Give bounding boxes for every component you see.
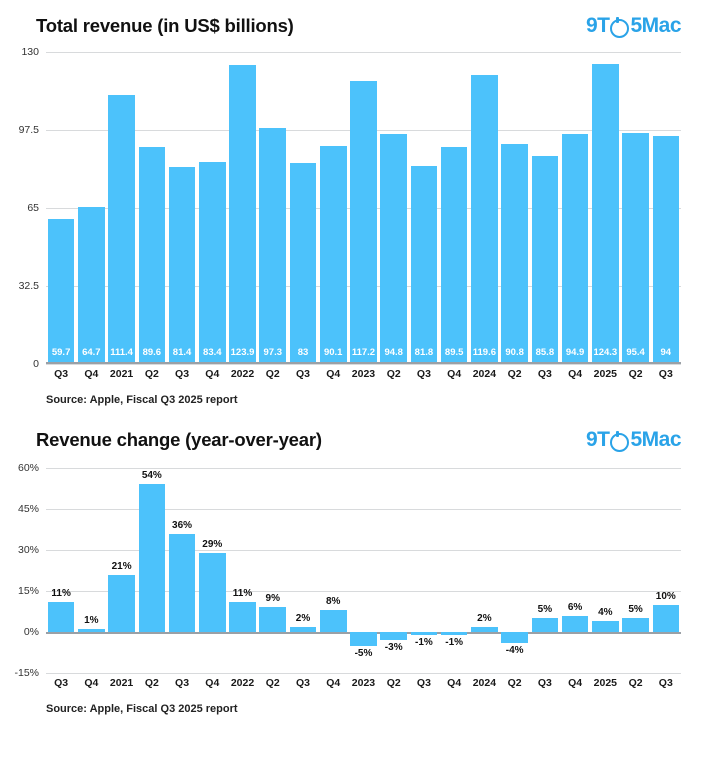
chart2-x-tick-label: Q3 <box>537 677 552 689</box>
chart2-bar-value: -5% <box>354 647 373 659</box>
chart2-bar <box>108 575 135 632</box>
chart1-y-tick-label: 0 <box>33 358 39 370</box>
chart2-bar-group <box>620 468 650 673</box>
chart1-gridline <box>33 358 681 370</box>
chart2-bar-value: -3% <box>384 642 403 654</box>
chart1-plot-area <box>18 46 681 370</box>
chart2-x-tick-label: Q4 <box>568 677 583 689</box>
chart2-bar-group <box>46 468 76 673</box>
chart1-bar-value: 83.4 <box>203 347 222 358</box>
chart1-bar-value: 95.4 <box>626 347 645 358</box>
chart1-bar-group <box>46 52 76 362</box>
chart2-x-tick-label: Q4 <box>84 677 99 689</box>
chart2-bar-value: 54% <box>141 470 162 482</box>
chart2-bar <box>139 484 166 632</box>
chart2-bar-value: 1% <box>84 615 99 627</box>
chart1-x-tick-label: Q4 <box>447 368 462 380</box>
chart1-x-tick-label: Q3 <box>175 368 190 380</box>
chart1-x-tick-label: Q4 <box>205 368 220 380</box>
chart1-bar <box>501 144 528 362</box>
chart2-bar <box>78 629 105 632</box>
chart2-bar <box>229 602 256 632</box>
chart2-bar-value: 11% <box>51 587 71 599</box>
chart2-bar-group <box>590 468 620 673</box>
chart2-y-tick-label: 30% <box>17 544 39 556</box>
chart2-bar-value: 2% <box>295 612 311 624</box>
chart1-title: Total revenue (in US$ billions) <box>36 15 294 36</box>
chart2-bar <box>411 632 438 635</box>
chart1-bar-group <box>409 52 439 362</box>
chart2-bar-group <box>530 468 560 673</box>
chart1-bar-value: 81.8 <box>414 347 434 358</box>
chart1-x-tick-label: Q3 <box>54 368 69 380</box>
chart1-bar <box>320 146 347 362</box>
chart2-bar-group <box>651 468 681 673</box>
chart1-bar-group <box>469 52 499 362</box>
logo-ring-icon <box>610 433 629 452</box>
chart2-x-tick-label: 2021 <box>109 677 134 689</box>
chart1-x-axis <box>46 368 681 380</box>
chart1-bar-group <box>197 52 227 362</box>
chart1-bar-value: 117.2 <box>351 347 376 358</box>
chart2-x-axis <box>46 677 681 689</box>
chart1-bar-group <box>651 52 681 362</box>
chart2-source: Source: Apple, Fiscal Q3 2025 report <box>46 703 238 715</box>
chart1-x-tick-label: 2024 <box>472 368 497 380</box>
chart2-bar-group <box>227 468 257 673</box>
chart2-x-tick-label: Q2 <box>144 677 159 689</box>
chart1-x-tick-label: Q2 <box>386 368 401 380</box>
chart2-bar-group <box>318 468 348 673</box>
chart2-bar <box>380 632 407 640</box>
chart2-bar <box>532 618 559 632</box>
chart1-x-tick-label: 2025 <box>593 368 618 380</box>
chart2-bar-value: -1% <box>415 636 433 648</box>
site-logo <box>586 14 681 38</box>
chart2-x-tick-label: Q2 <box>386 677 401 689</box>
chart2-bar <box>199 553 226 632</box>
chart1-bar <box>441 147 468 362</box>
chart2-title: Revenue change (year-over-year) <box>36 429 322 450</box>
chart2-bar-value: 6% <box>567 601 583 613</box>
chart2-bar-value: 4% <box>598 607 613 619</box>
logo-text-pre: 9T <box>585 14 610 37</box>
chart2-bar-value: 29% <box>202 538 223 550</box>
chart2-y-tick-label: 15% <box>17 585 39 597</box>
chart1-y-tick-label: 130 <box>21 46 39 58</box>
chart1-x-tick-label: Q4 <box>568 368 583 380</box>
chart1-bar <box>562 134 589 362</box>
chart1-bar <box>471 75 498 362</box>
chart1-bar-value: 111.4 <box>110 347 133 358</box>
chart1-bar-value: 97.3 <box>263 347 282 358</box>
chart1-x-tick-label: Q2 <box>144 368 159 380</box>
chart2-bar-group <box>288 468 318 673</box>
chart2-bar-group <box>137 468 167 673</box>
chart2-bar-group <box>106 468 136 673</box>
chart2-bar-value: -1% <box>445 636 464 648</box>
chart2-bar-group <box>439 468 469 673</box>
chart1-bar <box>259 128 286 362</box>
chart1-bar-group <box>288 52 318 362</box>
chart1-bar <box>78 207 105 362</box>
chart1-bar-value: 119.6 <box>472 347 497 358</box>
chart2-bar <box>441 632 468 635</box>
chart1-bar-value: 64.7 <box>82 347 101 358</box>
chart2-bar <box>562 616 589 632</box>
revenue-change-chart-panel <box>0 406 703 715</box>
chart2-x-tick-label: 2022 <box>230 677 255 689</box>
chart1-bar <box>411 166 438 362</box>
chart1-bar-value: 81.4 <box>172 347 192 358</box>
chart1-bar-group <box>379 52 409 362</box>
site-logo-2 <box>586 428 681 452</box>
chart2-x-tick-label: Q3 <box>54 677 69 689</box>
chart2-y-tick-label: -15% <box>14 667 39 679</box>
chart1-x-tick-label: Q3 <box>416 368 431 380</box>
chart2-x-tick-label: 2024 <box>472 677 497 689</box>
chart2-bar <box>350 632 377 646</box>
chart2-bar-group <box>560 468 590 673</box>
chart1-bar-value: 94.8 <box>384 347 403 358</box>
chart1-bar <box>532 156 559 362</box>
chart1-bar-group <box>620 52 650 362</box>
chart1-bar-value: 123.9 <box>230 347 255 358</box>
chart1-bar-group <box>590 52 620 362</box>
chart2-bar-value: 36% <box>172 519 193 531</box>
chart1-bar <box>290 163 317 362</box>
chart2-x-tick-label: Q2 <box>507 677 522 689</box>
chart1-bar <box>108 95 135 362</box>
chart2-x-tick-label: Q2 <box>265 677 280 689</box>
chart1-bar <box>380 134 407 362</box>
chart2-bar-value: 2% <box>477 612 492 624</box>
chart2-x-tick-label: Q2 <box>628 677 643 689</box>
chart2-bar <box>471 627 498 632</box>
chart1-bar-value: 83 <box>297 347 309 358</box>
logo-text-pre: 9T <box>585 428 610 451</box>
chart1-bar <box>653 136 680 362</box>
chart2-y-tick-label: 45% <box>17 503 39 515</box>
chart1-bar-value: 85.8 <box>535 347 555 358</box>
chart2-x-tick-label: 2023 <box>351 677 376 689</box>
chart2-bars <box>46 468 681 673</box>
chart1-bar-group <box>258 52 288 362</box>
chart1-bar <box>48 219 75 362</box>
chart1-bar-value: 89.6 <box>142 347 162 358</box>
chart1-bar <box>592 64 619 362</box>
chart2-bar-group <box>167 468 197 673</box>
chart1-x-tick-label: Q2 <box>507 368 522 380</box>
chart1-bar-value: 59.7 <box>51 347 71 358</box>
chart1-y-tick-label: 65 <box>27 202 39 214</box>
chart2-bar <box>653 605 680 632</box>
chart2-bar <box>320 610 347 632</box>
chart2-bar-value: 8% <box>326 596 341 608</box>
chart2-gridline <box>14 667 681 679</box>
chart1-bar-group <box>76 52 106 362</box>
chart1-bar <box>199 162 226 362</box>
chart2-bar-value: 9% <box>265 593 280 605</box>
chart1-bar-value: 90.1 <box>323 347 343 358</box>
chart2-x-tick-label: Q4 <box>205 677 220 689</box>
chart1-bar-value: 90.8 <box>505 347 524 358</box>
chart1-bar-group <box>500 52 530 362</box>
logo-text-post: 5Mac <box>630 428 681 451</box>
chart2-x-tick-label: Q3 <box>416 677 431 689</box>
chart1-bar-group <box>560 52 590 362</box>
chart1-x-tick-label: Q3 <box>537 368 552 380</box>
chart1-bar-group <box>227 52 257 362</box>
chart1-x-tick-label: Q3 <box>295 368 310 380</box>
chart2-y-tick-label: 60% <box>17 462 39 474</box>
chart1-bar <box>169 167 196 362</box>
chart1-bar-group <box>439 52 469 362</box>
chart2-y-tick-label: 0% <box>23 626 39 638</box>
chart1-x-tick-label: Q3 <box>658 368 673 380</box>
chart1-x-tick-label: Q2 <box>628 368 643 380</box>
chart2-bar-value: 5% <box>628 604 643 616</box>
chart1-x-tick-label: Q4 <box>326 368 341 380</box>
chart1-y-tick-label: 97.5 <box>18 124 39 136</box>
chart1-bar-group <box>106 52 136 362</box>
chart1-x-tick-label: 2022 <box>230 368 255 380</box>
chart2-bar <box>622 618 649 632</box>
chart2-bar <box>592 621 619 632</box>
chart1-bar <box>350 81 377 362</box>
chart2-x-tick-label: Q4 <box>326 677 341 689</box>
chart2-bar-value: -4% <box>505 644 524 656</box>
chart1-x-tick-label: Q2 <box>265 368 280 380</box>
chart2-bar-group <box>258 468 288 673</box>
chart1-bar-group <box>348 52 378 362</box>
chart1-bar-value: 94.9 <box>565 347 585 358</box>
chart1-bar-group <box>137 52 167 362</box>
chart2-bar-group <box>469 468 499 673</box>
chart1-bar <box>229 65 256 362</box>
chart1-bar-group <box>167 52 197 362</box>
chart2-bar <box>48 602 75 632</box>
chart1-x-tick-label: 2023 <box>351 368 376 380</box>
chart2-bar-group <box>500 468 530 673</box>
chart2-bar-value: 11% <box>232 587 253 599</box>
chart2-x-tick-label: Q3 <box>658 677 673 689</box>
chart2-bar-value: 21% <box>111 560 132 572</box>
chart1-source: Source: Apple, Fiscal Q3 2025 report <box>46 394 238 406</box>
chart1-bar-group <box>318 52 348 362</box>
logo-ring-icon <box>610 19 629 38</box>
chart2-bar <box>290 627 317 632</box>
logo-text-post: 5Mac <box>630 14 681 37</box>
chart1-bar-value: 94 <box>660 347 672 358</box>
chart1-bar-value: 124.3 <box>593 347 618 358</box>
chart1-x-tick-label: 2021 <box>109 368 134 380</box>
chart2-bar-value: 5% <box>537 604 553 616</box>
chart2-bar <box>259 607 286 632</box>
chart1-bar <box>622 133 649 362</box>
chart1-x-tick-label: Q4 <box>84 368 99 380</box>
chart1-bar-group <box>530 52 560 362</box>
chart1-bars <box>46 52 681 362</box>
chart2-plot-area <box>14 462 681 679</box>
chart1-bar-value: 89.5 <box>444 347 464 358</box>
chart2-x-tick-label: Q3 <box>295 677 310 689</box>
chart1-bar <box>139 147 166 362</box>
chart2-bar-group <box>197 468 227 673</box>
chart1-y-tick-label: 32.5 <box>18 280 39 292</box>
chart1-header <box>0 14 703 38</box>
chart2-bar-value: 10% <box>655 590 676 602</box>
chart2-bar <box>501 632 528 643</box>
chart2-header <box>0 428 703 452</box>
chart2-x-tick-label: Q4 <box>447 677 462 689</box>
chart2-bar <box>169 534 196 632</box>
chart2-x-tick-label: Q3 <box>175 677 190 689</box>
chart2-x-tick-label: 2025 <box>593 677 618 689</box>
